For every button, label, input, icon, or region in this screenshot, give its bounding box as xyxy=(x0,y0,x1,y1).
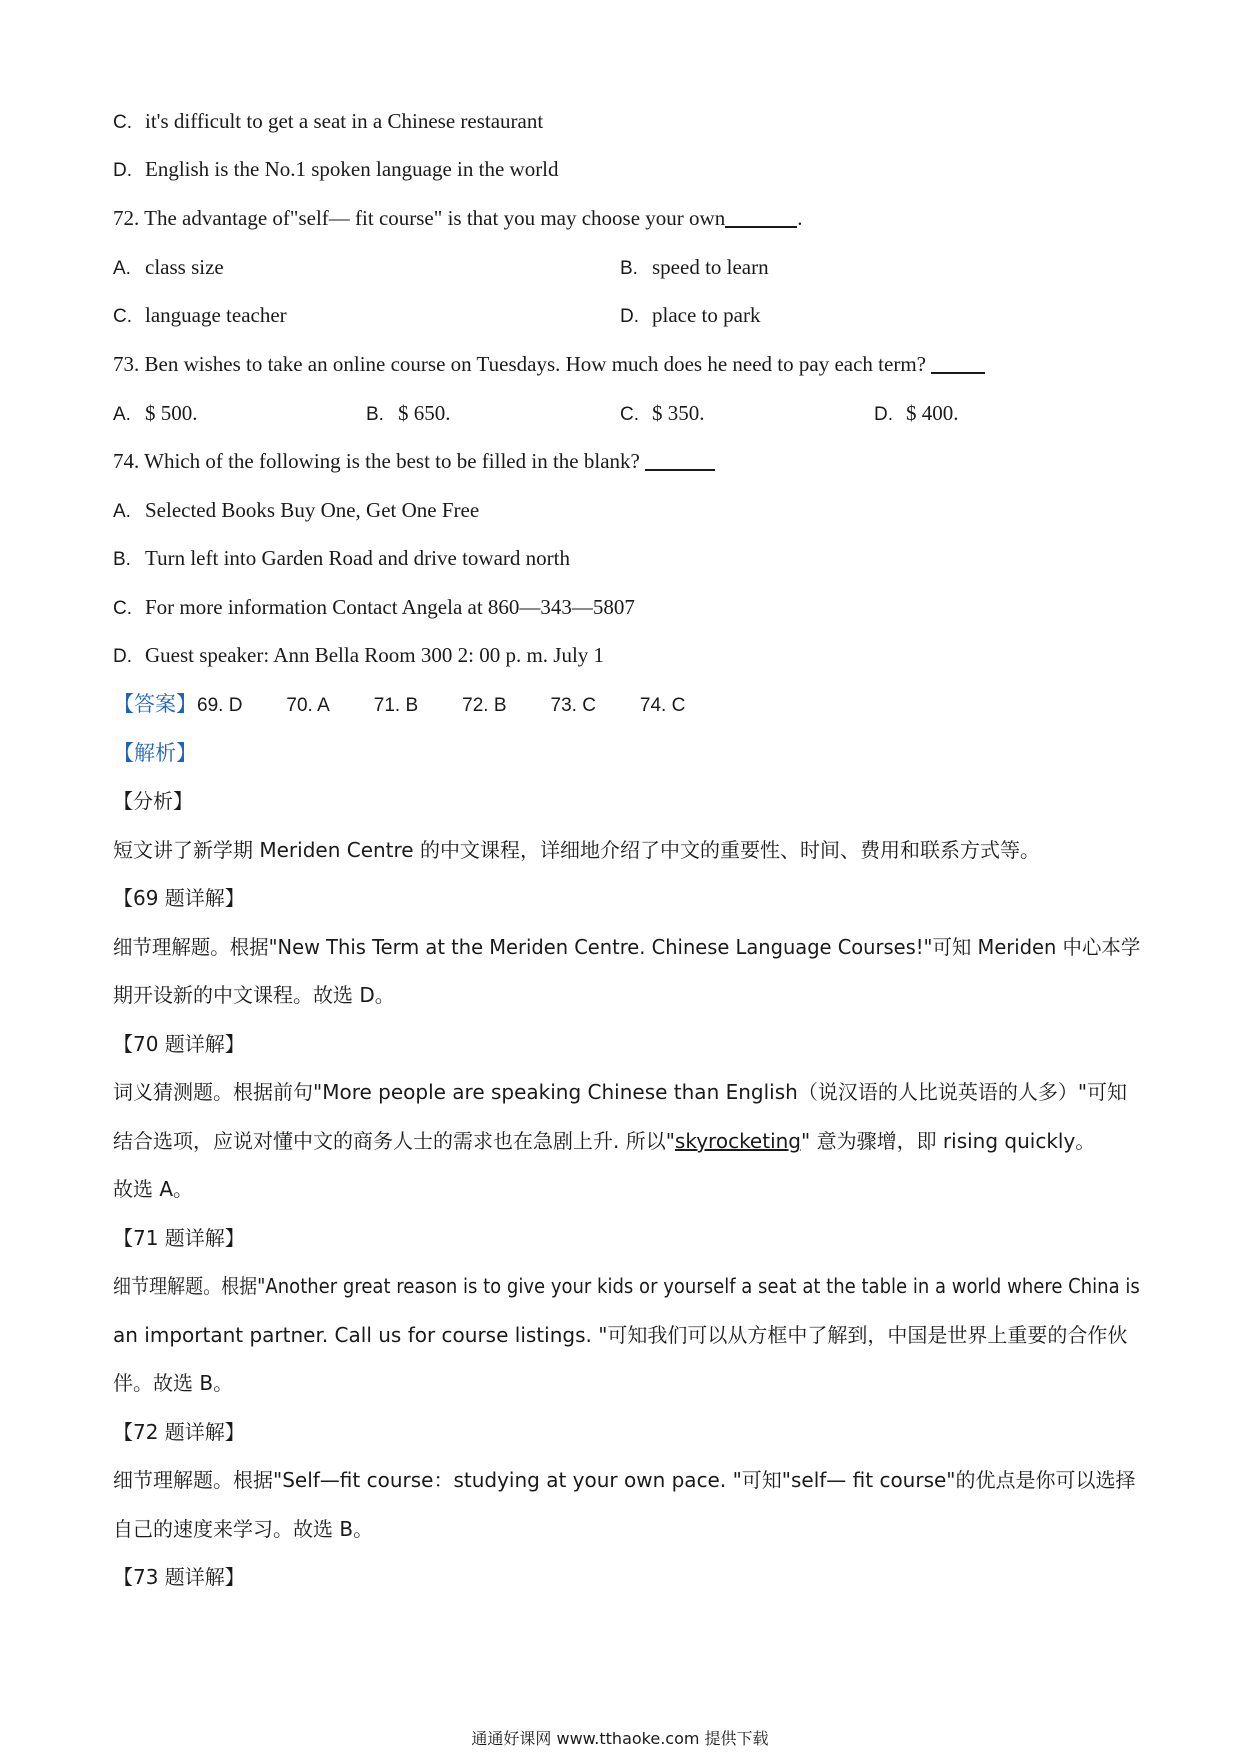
fenxi-heading: 【分析】 xyxy=(113,789,193,813)
option-text: English is the No.1 spoken language in the world xyxy=(145,157,559,181)
q73-option-a xyxy=(113,398,198,430)
answer-item: 73. C xyxy=(550,695,596,716)
q74-option-c xyxy=(113,592,635,624)
option-label: D. xyxy=(113,160,132,181)
answer-tag: 【答案】 xyxy=(113,692,197,716)
option-label: D. xyxy=(874,404,893,425)
q69-detail-heading: 【69 题详解】 xyxy=(113,886,245,910)
q71-detail-heading: 【71 题详解】 xyxy=(113,1226,245,1250)
question-number: 72. xyxy=(113,206,140,230)
q73-stem xyxy=(113,349,985,379)
q72-detail-heading: 【72 题详解】 xyxy=(113,1420,245,1444)
q70-detail-heading: 【70 题详解】 xyxy=(113,1032,245,1056)
q71-detail-line: an important partner. Call us for course listings. "可知我们可以从方框中了解到，中国是世界上重要的合作伙 xyxy=(113,1323,1128,1347)
option-text: class size xyxy=(145,255,224,279)
option-label: C. xyxy=(620,404,639,425)
option-text: For more information Contact Angela at 860—343—5807 xyxy=(145,595,635,619)
q69-detail-line: 期开设新的中文课程。故选 D。 xyxy=(113,983,395,1007)
q71-option-c xyxy=(113,106,543,138)
option-label: B. xyxy=(620,258,638,279)
q70-detail-post: " 意为骤增，即 rising quickly。 xyxy=(801,1129,1096,1153)
option-text: $ 500. xyxy=(145,401,198,425)
q70-detail-pre: 结合选项，应说对懂中文的商务人士的需求也在急剧上升. 所以" xyxy=(113,1129,675,1153)
fenxi-text: 短文讲了新学期 Meriden Centre 的中文课程，详细地介绍了中文的重要性、时间、费用和联系方式等。 xyxy=(113,838,1040,862)
option-label: D. xyxy=(620,306,639,327)
option-label: B. xyxy=(113,549,131,570)
option-label: A. xyxy=(113,501,131,522)
option-text: $ 400. xyxy=(906,401,959,425)
option-label: A. xyxy=(113,258,131,279)
q70-detail-line xyxy=(113,1126,1095,1156)
q73-option-c xyxy=(620,398,705,430)
q74-option-d xyxy=(113,640,604,672)
question-text: The advantage of"self— fit course" is that you may choose your own xyxy=(144,206,726,230)
answer-item: 74. C xyxy=(639,695,686,716)
option-text: $ 350. xyxy=(652,401,705,425)
q70-detail-line: 故选 A。 xyxy=(113,1177,194,1201)
answer-blank xyxy=(725,226,797,228)
option-text: Guest speaker: Ann Bella Room 300 2: 00 p. m. July 1 xyxy=(145,643,605,667)
answer-items xyxy=(197,695,729,716)
q71-detail-line: 细节理解题。根据"Another great reason is to give your kids or yourself a seat at the table in a world where China is xyxy=(113,1274,1140,1298)
q73-detail-heading: 【73 题详解】 xyxy=(113,1565,245,1589)
option-label: C. xyxy=(113,598,132,619)
q72-detail-line: 细节理解题。根据"Self—fit course：studying at your own pace. "可知"self— fit course"的优点是你可以选择 xyxy=(113,1468,1136,1492)
answer-item: 71. B xyxy=(373,695,419,716)
q72-option-b xyxy=(620,252,769,284)
option-label: C. xyxy=(113,112,132,133)
answer-item: 69. D xyxy=(197,695,243,716)
q69-detail-line: 细节理解题。根据"New This Term at the Meriden Centre. Chinese Language Courses!"可知 Meriden 中心本学 xyxy=(113,935,1141,959)
q72-option-c xyxy=(113,300,287,332)
option-text: $ 650. xyxy=(398,401,451,425)
question-text: Which of the following is the best to be filled in the blank? xyxy=(144,449,640,473)
q71-option-d xyxy=(113,154,559,186)
q73-option-b xyxy=(366,398,451,430)
q71-detail-line: 伴。故选 B。 xyxy=(113,1371,234,1395)
question-end: . xyxy=(797,206,803,230)
option-text: place to park xyxy=(652,303,761,327)
answer-key xyxy=(113,689,729,721)
q74-option-a xyxy=(113,495,479,527)
underlined-word: skyrocketing xyxy=(674,1129,802,1153)
question-number: 74. xyxy=(113,449,140,473)
option-label: D. xyxy=(113,646,132,667)
answer-blank xyxy=(931,372,985,374)
question-text: Ben wishes to take an online course on Tuesdays. How much does he need to pay each term? xyxy=(144,352,926,376)
option-text: Turn left into Garden Road and drive toward north xyxy=(145,546,570,570)
option-text: language teacher xyxy=(145,303,287,327)
q70-detail-line: 词义猜测题。根据前句"More people are speaking Chinese than English（说汉语的人比说英语的人多）"可知 xyxy=(113,1080,1128,1104)
q74-option-b xyxy=(113,543,570,575)
option-label: B. xyxy=(366,404,384,425)
question-number: 73. xyxy=(113,352,140,376)
option-text: speed to learn xyxy=(652,255,769,279)
option-label: A. xyxy=(113,404,131,425)
q72-stem xyxy=(113,203,802,233)
page-footer: 通通好课网 www.tthaoke.com 提供下载 xyxy=(471,1729,769,1748)
option-text: it's difficult to get a seat in a Chinese restaurant xyxy=(145,109,544,133)
q72-detail-line: 自己的速度来学习。故选 B。 xyxy=(113,1517,374,1541)
option-label: C. xyxy=(113,306,132,327)
answer-item: 72. B xyxy=(462,695,507,716)
analysis-heading: 【解析】 xyxy=(113,741,197,765)
q72-option-a xyxy=(113,252,224,284)
option-text: Selected Books Buy One, Get One Free xyxy=(145,498,480,522)
q74-stem xyxy=(113,446,715,476)
answer-item: 70. A xyxy=(286,695,330,716)
answer-blank xyxy=(645,469,715,471)
q72-option-d xyxy=(620,300,760,332)
q73-option-d xyxy=(874,398,959,430)
